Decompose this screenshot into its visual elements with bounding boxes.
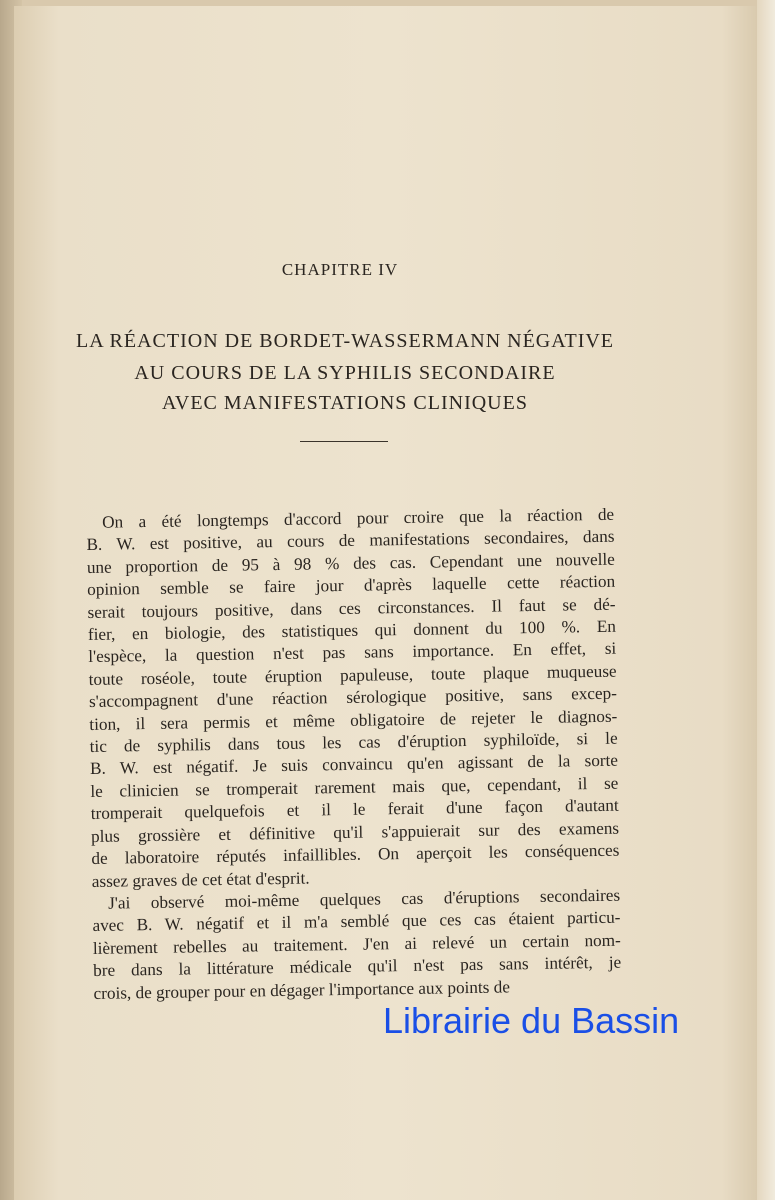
- text-line: On a été longtemps d'accord pour croire que la réaction de: [102, 504, 615, 532]
- title-divider: [300, 441, 388, 442]
- text-line: J'ai observé moi-même quelques cas d'éruptions secondaires: [107, 885, 621, 913]
- text-line: opinion semble se faire jour d'après laquelle cette réaction: [87, 571, 616, 600]
- text-line: tromperait quelquefois et il le ferait d'une façon d'autant: [90, 795, 619, 824]
- chapter-title-line-2: AU COURS DE LA SYPHILIS SECONDAIRE: [134, 362, 556, 384]
- watermark: Librairie du Bassin: [383, 1000, 680, 1041]
- text-line: lièrement rebelles au traitement. J'en ai relevé un certain nom-: [92, 930, 621, 958]
- text-line: assez graves de cet état d'esprit.: [91, 868, 310, 891]
- text-line: le clinicien se tromperait rarement mais que, cependant, il se: [90, 773, 619, 801]
- text-line: de laboratoire réputés infaillibles. On aperçoit les conséquences: [91, 840, 620, 869]
- text-line: tion, il sera permis et même obligatoire de rejeter le diagnos-: [89, 706, 618, 734]
- text-line: bre dans la littérature médicale qu'il n'est pas sans intérêt, je: [93, 952, 622, 981]
- text-line: s'accompagnent d'une réaction sérologique positive, sans excep-: [88, 683, 618, 712]
- text-line: fier, en biologie, des statistiques qui donnent du 100 %. En: [87, 616, 617, 645]
- text-line: serait toujours positive, dans ces circonstances. Il faut se dé-: [87, 594, 616, 622]
- text-line: l'espèce, la question n'est pas sans importance. En effet, si: [88, 639, 617, 667]
- text-line: B. W. est négatif. Je suis convaincu qu'en agissant de la sorte: [89, 751, 619, 779]
- text-line: plus grossière et définitive qu'il s'appuierait sur des examens: [90, 818, 620, 846]
- text-line: crois, de grouper pour en dégager l'importance aux points de: [93, 976, 511, 1003]
- chapter-title-line-1: LA RÉACTION DE BORDET-WASSERMANN NÉGATIVE: [75, 330, 615, 352]
- text-line: toute roséole, toute éruption papuleuse, toute plaque muqueuse: [88, 661, 617, 689]
- chapter-number: CHAPITRE IV: [281, 260, 399, 279]
- text-line: une proportion de 95 à 98 % des cas. Cependant une nouvelle: [86, 549, 615, 577]
- body-text: [86, 504, 622, 1005]
- text-line: B. W. est positive, au cours de manifestations secondaires, dans: [86, 527, 615, 555]
- book-right-edge: [757, 0, 775, 1200]
- chapter-title-line-3: AVEC MANIFESTATIONS CLINIQUES: [162, 392, 528, 414]
- text-line: tic de syphilis dans tous les cas d'éruption syphiloïde, si le: [89, 728, 618, 757]
- text-line: avec B. W. négatif et il m'a semblé que ces cas étaient particu-: [92, 907, 621, 936]
